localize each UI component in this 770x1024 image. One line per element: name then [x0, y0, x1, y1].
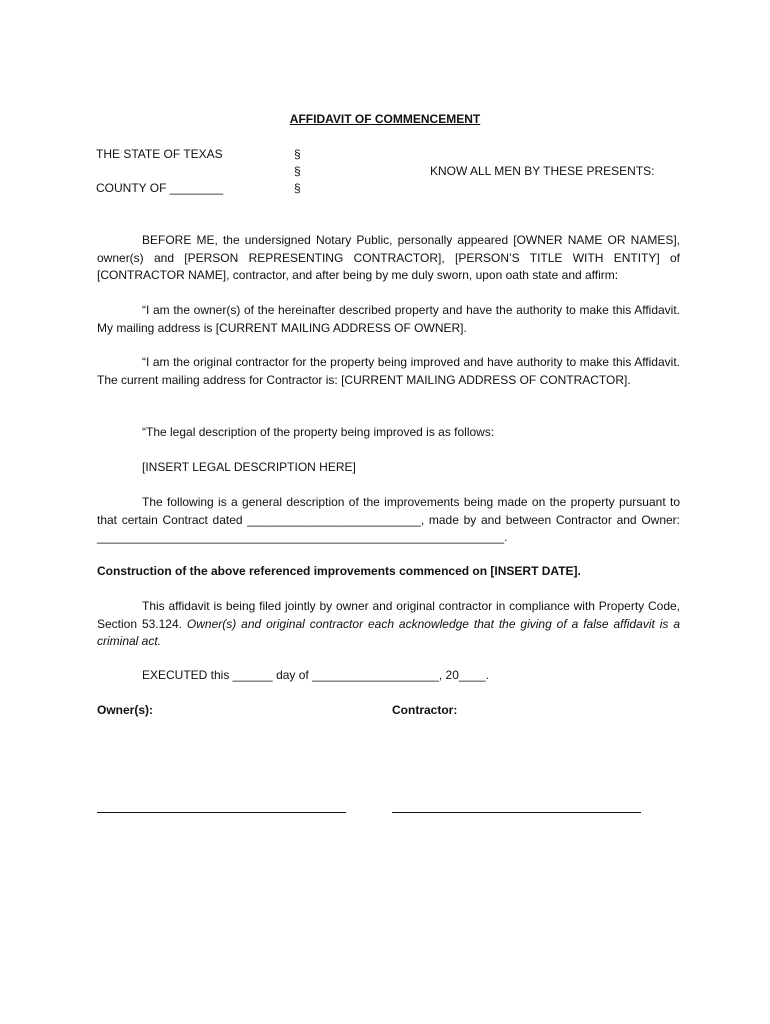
know-all-men-heading: KNOW ALL MEN BY THESE PRESENTS:	[430, 164, 655, 178]
owner-statement-paragraph: “I am the owner(s) of the hereinafter described property and have the authority to make this Affidavit. My mailing address is [CURRENT MAILING ADDRESS OF OWNER].	[97, 303, 680, 335]
contractor-statement-paragraph: “I am the original contractor for the property being improved and have authority to make this Affidavit. The current mailing address for Contractor is: [CURRENT MAILING ADDRESS OF CONTRACTOR].	[97, 355, 680, 387]
county-line: COUNTY OF ________	[96, 181, 224, 195]
contractor-signature-line	[392, 812, 641, 813]
false-affidavit-warning: Owner(s) and original contractor each acknowledge that the giving of a false affidavit is a criminal act.	[97, 616, 680, 648]
section-symbol: §	[294, 181, 301, 195]
contractor-signature-label: Contractor:	[392, 703, 458, 717]
state-line: THE STATE OF TEXAS	[96, 147, 223, 161]
owner-signature-label: Owner(s):	[97, 703, 154, 717]
filing-text: This affidavit is being filed jointly by owner and original contractor in compliance with Property Code, Section 53.124.	[97, 599, 680, 631]
general-description-paragraph: The following is a general description of the improvements being made on the property pursuant to that certain Contract dated __________________________, made by and between Contractor and Owner: _____________________________________________________________.	[97, 495, 680, 544]
legal-description-intro: “The legal description of the property being improved is as follows:	[142, 425, 495, 439]
before-me-paragraph: BEFORE ME, the undersigned Notary Public, personally appeared [OWNER NAME OR NAMES], owner(s) and [PERSON REPRESENTING CONTRACTOR], [PERSON’S TITLE WITH ENTITY] of [CONTRACTOR NAME], contractor, and after being by me duly sworn, upon oath state and affirm:	[97, 233, 680, 282]
commencement-statement: Construction of the above referenced improvements commenced on [INSERT DATE].	[97, 564, 581, 578]
document-title: AFFIDAVIT OF COMMENCEMENT	[289, 112, 481, 126]
legal-description-placeholder: [INSERT LEGAL DESCRIPTION HERE]	[142, 460, 356, 474]
executed-line: EXECUTED this ______ day of ___________________, 20____.	[142, 668, 489, 682]
section-symbol: §	[294, 147, 301, 161]
filing-paragraph	[97, 598, 680, 651]
owner-signature-line	[97, 812, 346, 813]
section-symbol: §	[294, 164, 301, 178]
